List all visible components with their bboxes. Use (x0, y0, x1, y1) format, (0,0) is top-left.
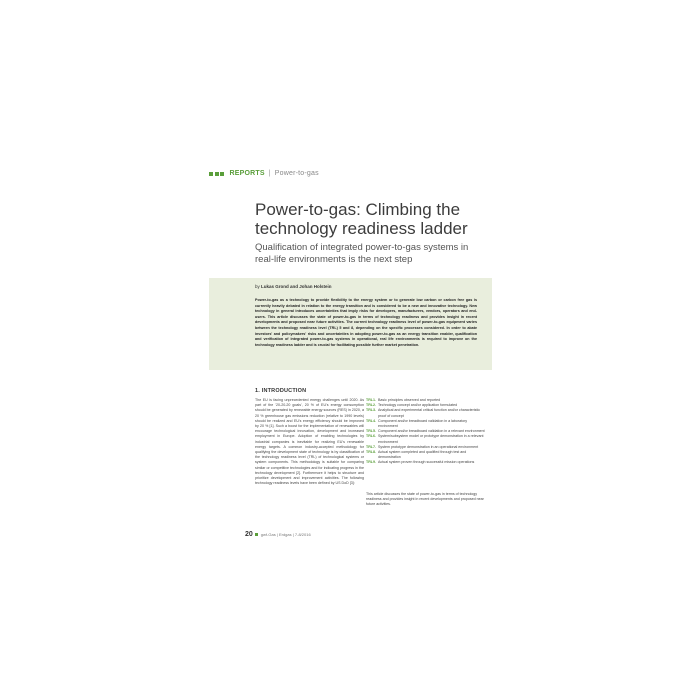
trl-text: Component and/or breadboard validation in a laboratory environment (378, 418, 468, 429)
page-number: 20 (245, 531, 253, 538)
trl-code: TRL6. (366, 434, 376, 439)
trl-code: TRL4. (366, 418, 376, 423)
trl-item (366, 419, 486, 429)
trl-code: TRL2. (366, 403, 376, 408)
trl-text: Component and/or breadboard validation in a relevant environment (378, 429, 485, 434)
kicker-separator: | (268, 170, 271, 177)
article-subtitle: Qualification of integrated power-to-gas systems in real-life environments is the next step (255, 242, 469, 265)
trl-item (366, 408, 486, 418)
trl-list (366, 398, 486, 466)
trl-code: TRL8. (366, 450, 376, 455)
green-square-icon (209, 172, 213, 176)
trl-code: TRL9. (366, 460, 376, 465)
green-square-icon (215, 172, 219, 176)
trl-text: Actual system proven through successful mission operations (378, 460, 475, 465)
trl-text: System/subsystem model or prototype demonstration in a relevant environment (378, 434, 484, 444)
green-square-icon (255, 533, 258, 536)
page-footer (245, 531, 311, 538)
trl-item (366, 434, 486, 444)
trl-code: TRL1. (366, 398, 376, 402)
trl-code: TRL3. (366, 408, 376, 413)
trl-text: Analytical and experimental critical function and/or characteristic proof of concept (378, 408, 481, 418)
trl-text: Technology concept and/or application formulated (378, 403, 458, 408)
byline (255, 284, 332, 289)
byline-prefix: by (255, 284, 260, 289)
section-kicker (209, 170, 319, 177)
intro-closing: This article discusses the state of power-to-gas in terms of technology readiness and provides insight in recent developments and proposed near future activities. (366, 492, 484, 507)
section-label: Power-to-gas (274, 170, 319, 177)
section-heading: 1. INTRODUCTION (255, 388, 307, 394)
trl-item (366, 450, 486, 460)
trl-text: Actual system completed and qualified through test and demonstration (378, 450, 467, 460)
trl-code: TRL5. (366, 429, 376, 434)
trl-item (366, 460, 486, 465)
authors: Lukas Grond and Johan Holstein (261, 284, 332, 289)
trl-text: Basic principles observed and reported (378, 398, 441, 402)
article-title: Power-to-gas: Climbing the technology readiness ladder (255, 200, 468, 238)
green-square-icon (220, 172, 224, 176)
category-label: REPORTS (229, 170, 265, 177)
abstract-text: Power-to-gas as a technology to provide flexibility to the energy system or to generate low carbon or carbon free gas is currently heavily debated in relation to the energy transition and is considered to be a new and innovative technology. New technology in general introduces uncertainties that imply risks for developers, manufacturers, vendors, operators and end-users. This article discusses the state of power-to-gas in terms of technology readiness and provides insight in recent developments and proposed near future activities. The current technology readiness level of power-to-gas equipment varies between the technology readiness level (TRL) 5 and 8, depending on the specific processes considered. In order to abate investors' and policymakers' risks and uncertainties in adopting power-to-gas as an energy transition enabler, qualification and verification of integrated power-to-gas systems in operational, real life environments is required to improve on the technology readiness ladder and is crucial for facilitating possible further market penetration. (255, 298, 477, 347)
trl-code: TRL7. (366, 444, 376, 449)
intro-body: The EU is facing unprecedented energy challenges until 2020. As part of the '20-20-20 goals', 20 % of EU's energy consumption should be generated by renewable energy sources (RES) in 2020, a 20 % greenhouse gas emissions reduction (relative to 1990 levels) should be realized and EU's energy efficiency should be improved by 20 % [1]. Such a boost for the implementation of renewables will encourage technological innovation, development and increased employment in Europe. Adoption of enabling technologies by industrial companies is inevitable for realizing EU's renewable energy targets. A common industry-accepted methodology for qualifying the development state of technology is by classification of the technology readiness level (TRL) of technological systems or system components. This methodology is suitable for comparing similar or competitive technologies and for indicating progress in the technology development [2]. Furthermore it helps to structure and prioritize development and improvement activities. The following technology readiness levels have been defined by US DoD [3]: (255, 398, 364, 486)
publication-name: gwf-Gas | Erdgas | 7-8/2016 (260, 532, 311, 537)
trl-text: System prototype demonstration in an operational environment (378, 444, 479, 449)
